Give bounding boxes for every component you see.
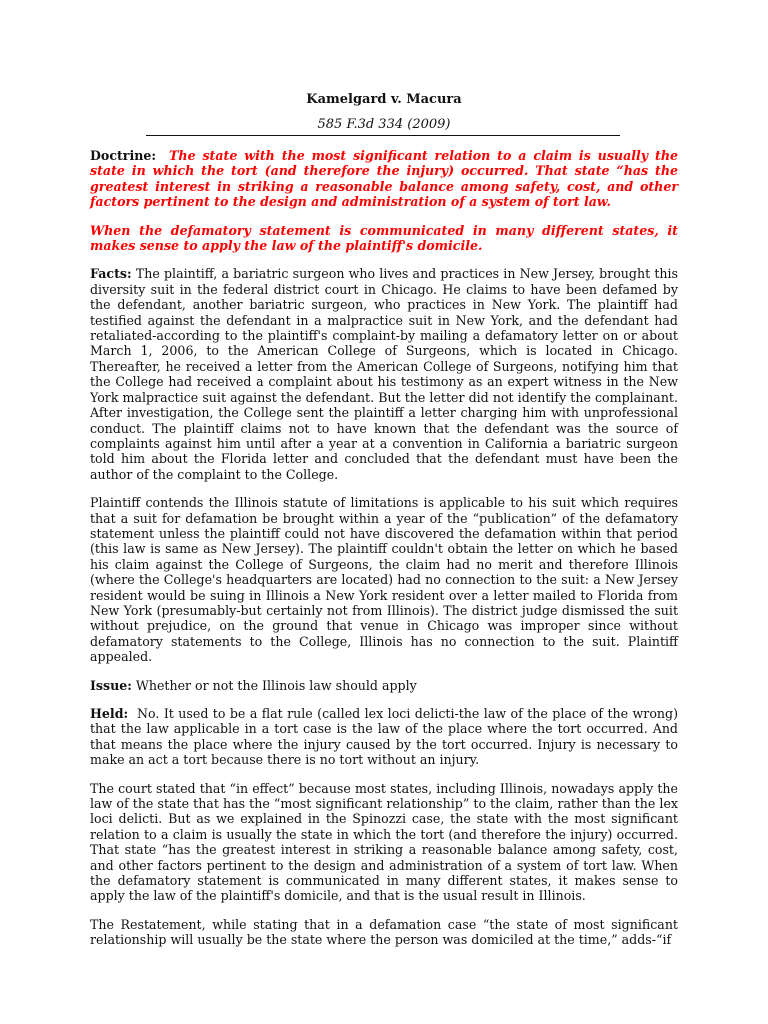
doctrine-text: The state with the most significant relation to a claim is usually the state in which the tort (and therefore the injury) occurred. That state “has the greatest interest in striking a reasonable balance among safety, cost, and other factors pertinent to the design and administration of a system of tort law.: [90, 148, 678, 210]
doctrine-label: Doctrine:: [90, 148, 157, 163]
restatement-text: The Restatement, while stating that in a defamation case “the state of most significant relationship will usually be the state where the person was domiciled at the time,” adds-“if: [90, 916, 678, 948]
facts-paragraph: [90, 266, 678, 482]
held-label: Held:: [90, 706, 129, 721]
doctrine-paragraph: [90, 148, 678, 210]
facts-label: Facts:: [90, 266, 132, 282]
document-page: [90, 92, 678, 961]
doctrine-text-2: When the defamatory statement is communicated in many different states, it makes sense to apply the law of the plaintiff's domicile.: [90, 222, 678, 254]
contention-text: Plaintiff contends the Illinois statute of limitations is applicable to his suit which requires that a suit for defamation be brought within a year of the “publication” of the defamatory statement unless the plaintiff could not have discovered the defamation within that period (this law is same as New Jersey). The plaintiff couldn't obtain the letter on which he based his claim against the College of Surgeons, the claim had no merit and therefore Illinois (where the College's headquarters are located) had no connection to the suit: a New Jersey resident would be suing in Illinois a New York resident over a letter mailed to Florida from New York (presumably-but certainly not from Illinois). The district judge dismissed the suit without prejudice, on the ground that venue in Chicago was improper since without defamatory statements to the College, Illinois has no connection to the suit. Plaintiff appealed.: [90, 495, 678, 665]
case-citation: 585 F.3d 334 (2009): [317, 117, 451, 132]
held-paragraph: [90, 706, 678, 768]
title-divider: [146, 135, 620, 136]
restatement-paragraph: [90, 917, 678, 948]
court-text: The court stated that “in effect” because most states, including Illinois, nowadays apply the law of the state that has the “most significant relationship” to the claim, rather than the lex loci delicti. But as we explained in the Spinozzi case, the state with the most significant relation to a claim is usually the state in which the tort (and therefore the injury) occurred. That state “has the greatest interest in striking a reasonable balance among safety, cost, and other factors pertinent to the design and administration of a system of tort law. When the defamatory statement is communicated in many different states, it makes sense to apply the law of the plaintiff's domicile, and that is the usual result in Illinois.: [90, 780, 678, 904]
court-paragraph: [90, 781, 678, 904]
doctrine-paragraph-2: [90, 223, 678, 254]
held-text: No. It used to be a flat rule (called lex loci delicti-the law of the place of the wrong) that the law applicable in a tort case is the law of the place where the tort occurred. And that means the place where the injury caused by the tort occurred. Injury is necessary to make an act a tort because there is no tort without an injury.: [90, 706, 678, 768]
facts-text: The plaintiff, a bariatric surgeon who lives and practices in New Jersey, brought this diversity suit in the federal district court in Chicago. He claims to have been defamed by the defendant, another bariatric surgeon, who practices in New York. The plaintiff had testified against the defendant in a malpractice suit in New York, and the defendant had retaliated-according to the plaintiff's complaint-by mailing a defamatory letter on or about March 1, 2006, to the American College of Surgeons, which is located in Chicago. Thereafter, he received a letter from the American College of Surgeons, notifying him that the College had received a complaint about his testimony as an expert witness in the New York malpractice suit against the defendant. But the letter did not identify the complainant. After investigation, the College sent the plaintiff a letter charging him with unprofessional conduct. The plaintiff claims not to have known that the defendant was the source of complaints against him until after a year at a convention in California a bariatric surgeon told him about the Florida letter and concluded that the defendant must have been the author of the complaint to the College.: [90, 266, 678, 482]
issue-label: Issue:: [90, 677, 132, 693]
contention-paragraph: [90, 495, 678, 664]
issue-paragraph: [90, 678, 678, 693]
case-title: Kamelgard v. Macura: [306, 92, 462, 107]
issue-text: Whether or not the Illinois law should apply: [135, 677, 417, 693]
